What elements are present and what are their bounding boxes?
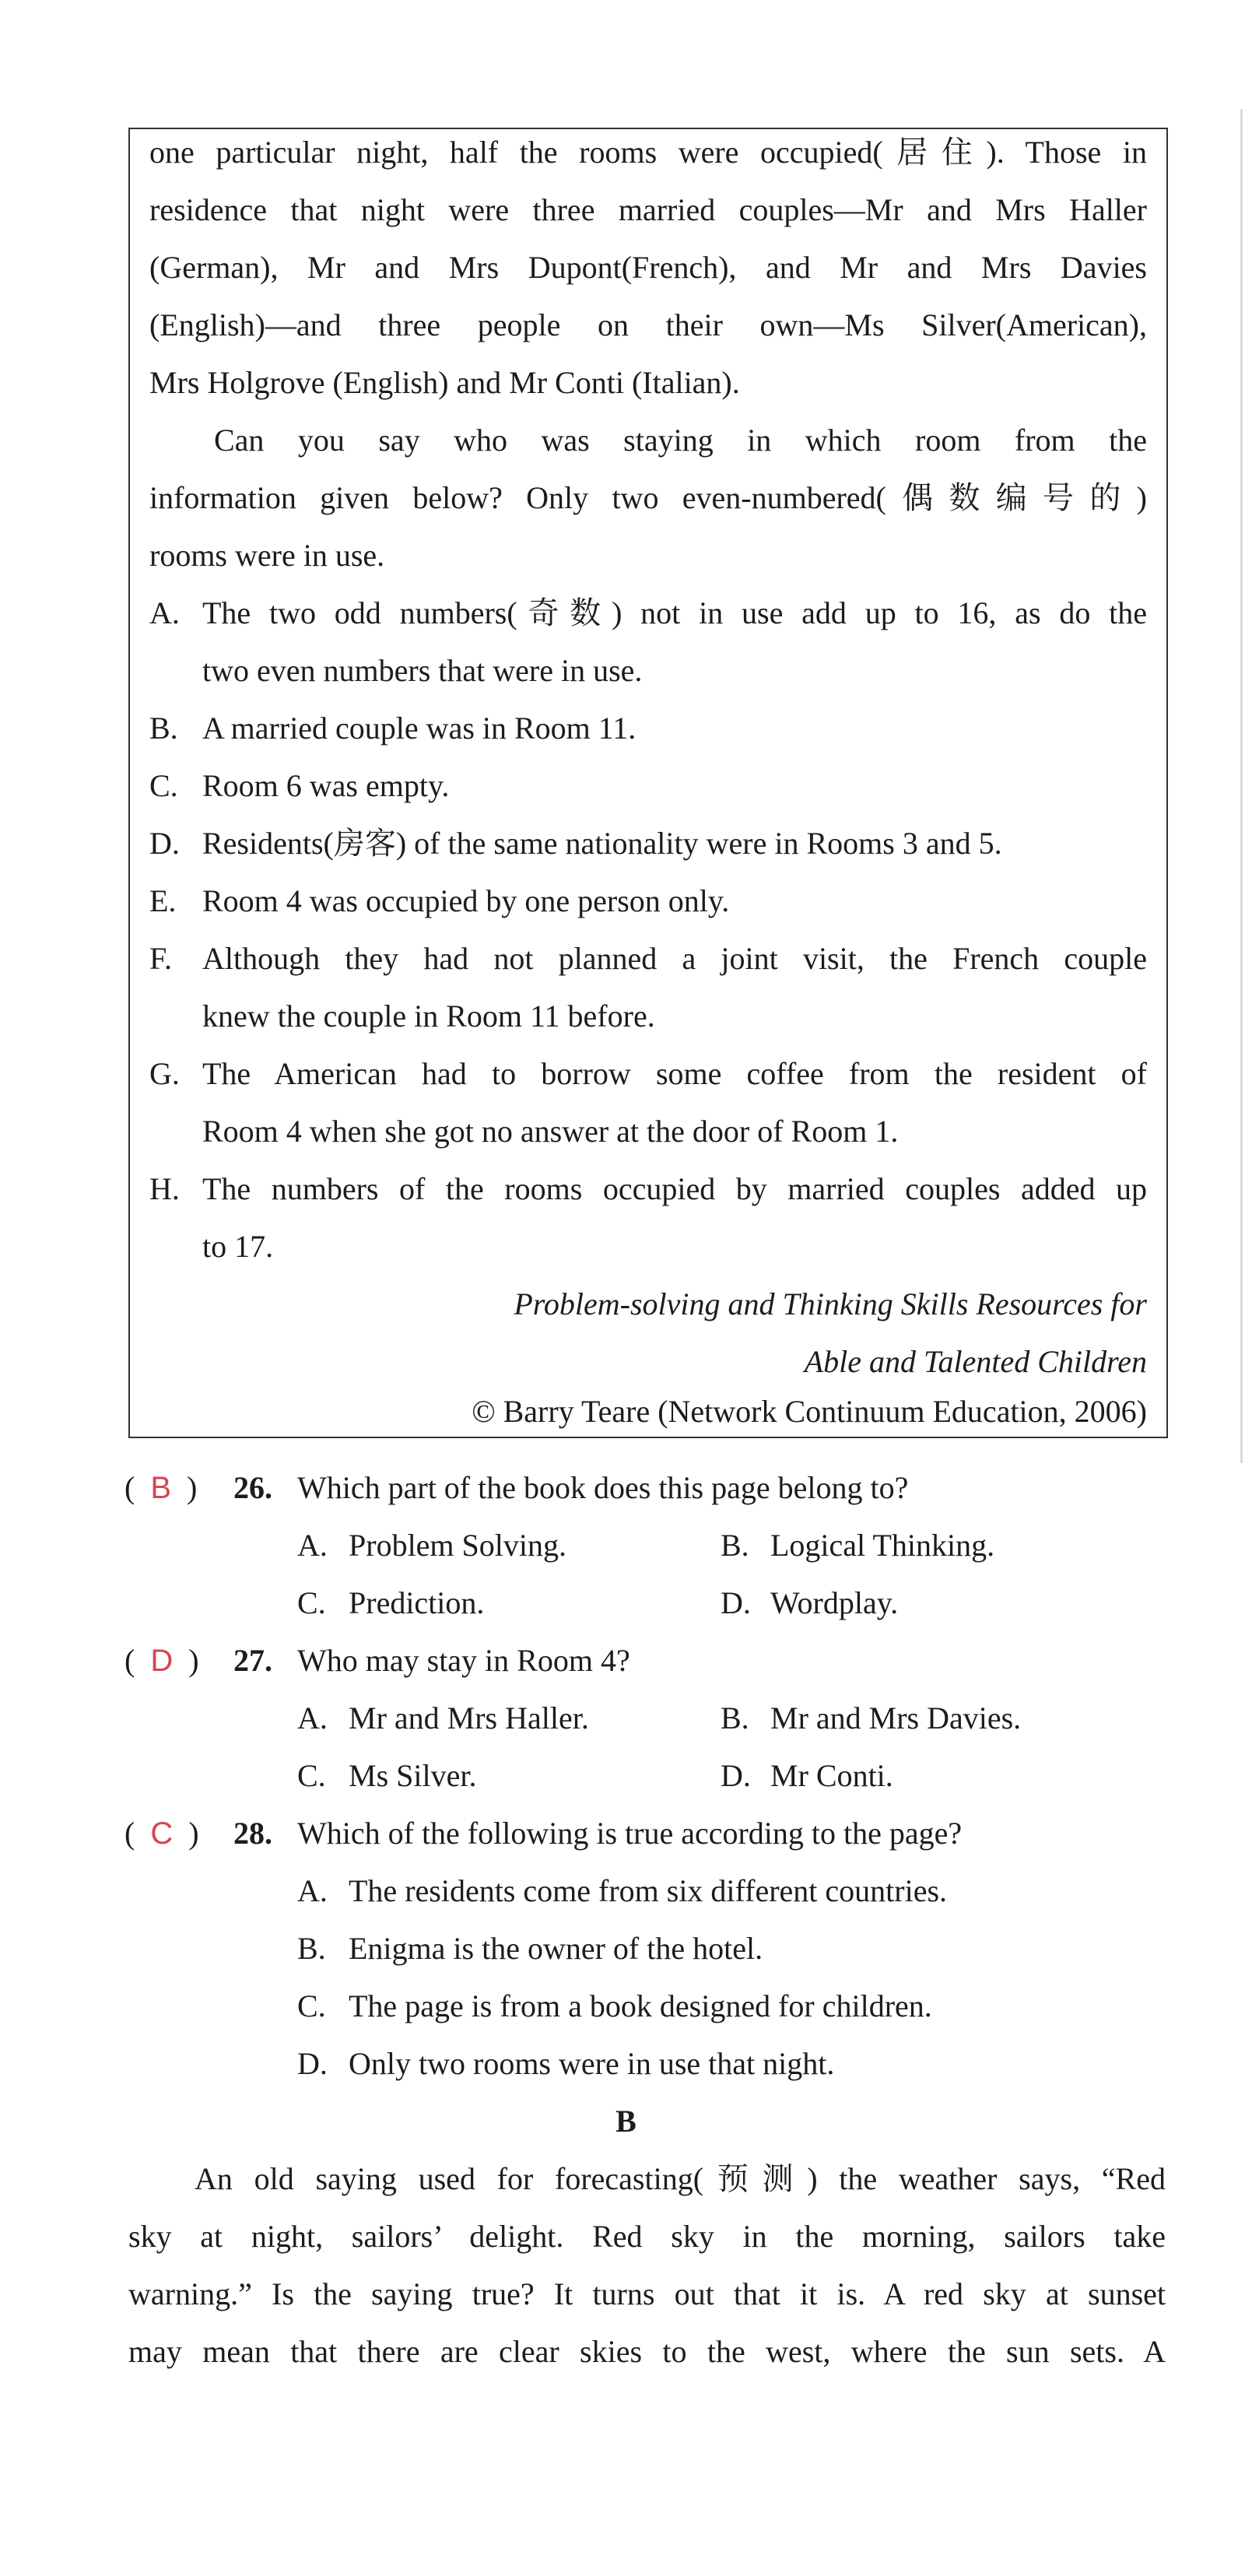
clue-text: knew the couple in Room 11 before. — [202, 998, 655, 1034]
option-text: Only two rooms were in use that night. — [349, 2046, 835, 2081]
option-label: C. — [297, 1988, 326, 2023]
option-label: B. — [721, 1700, 749, 1735]
clue-text: The numbers of the rooms occupied by married couples added up — [202, 1171, 1147, 1206]
clue-text: to 17. — [202, 1229, 274, 1264]
clue-text: The two odd numbers(奇数) not in use add up to 16, as do the — [202, 595, 1147, 630]
option-text: The page is from a book designed for children. — [349, 1988, 932, 2023]
clue-text: Although they had not planned a joint visit, the French couple — [202, 941, 1147, 976]
page-edge-line — [1240, 109, 1243, 1463]
question-number: 27. — [233, 1643, 272, 1678]
copyright-line: © Barry Teare (Network Continuum Education, 2006) — [472, 1394, 1147, 1429]
option-text: Prediction. — [349, 1585, 485, 1620]
question-number: 26. — [233, 1470, 272, 1505]
question-text: Which of the following is true according to the page? — [297, 1816, 963, 1851]
clue-label: B. — [149, 711, 178, 746]
question-text: Who may stay in Room 4? — [297, 1643, 630, 1678]
clue-text: Room 4 when she got no answer at the door of Room 1. — [202, 1114, 899, 1149]
clue-text: Room 4 was occupied by one person only. — [202, 883, 730, 918]
clue-label: E. — [149, 883, 177, 918]
answer-bracket-26: ( B ) — [124, 1470, 198, 1505]
option-text: The residents come from six different countries. — [349, 1873, 948, 1908]
clue-label: A. — [149, 595, 180, 630]
passage-line: one particular night, half the rooms were occupied(居住). Those in — [149, 135, 1147, 170]
section-b-line: warning.” Is the saying true? It turns out that it is. A red sky at sunset — [128, 2276, 1166, 2311]
answer-bracket-27: ( D ) — [124, 1643, 199, 1678]
clue-text: two even numbers that were in use. — [202, 653, 643, 688]
option-text: Enigma is the owner of the hotel. — [349, 1931, 763, 1966]
section-b-line: may mean that there are clear skies to the west, where the sun sets. A — [128, 2334, 1166, 2369]
clue-text: A married couple was in Room 11. — [202, 711, 637, 746]
clue-text: The American had to borrow some coffee from the resident of — [202, 1056, 1147, 1091]
answer-letter: D — [150, 1644, 174, 1678]
passage-line: (German), Mr and Mrs Dupont(French), and Mr and Mrs Davies — [149, 250, 1147, 285]
option-label: A. — [297, 1528, 328, 1563]
clue-text: Residents(房客) of the same nationality were in Rooms 3 and 5. — [202, 826, 1002, 861]
option-label: B. — [297, 1931, 326, 1966]
option-label: D. — [297, 2046, 328, 2081]
option-label: C. — [297, 1758, 326, 1793]
option-label: A. — [297, 1873, 328, 1908]
answer-letter: C — [150, 1816, 174, 1851]
passage-box — [128, 128, 1168, 1438]
clue-label: C. — [149, 768, 178, 803]
answer-bracket-28: ( C ) — [124, 1816, 199, 1851]
section-b-line: An old saying used for forecasting(预测) the weather says, “Red — [195, 2161, 1166, 2196]
question-number: 28. — [233, 1816, 272, 1851]
clue-label: D. — [149, 826, 180, 861]
passage-line: Can you say who was staying in which room from the — [214, 423, 1147, 458]
passage-line: Mrs Holgrove (English) and Mr Conti (Italian). — [149, 365, 740, 400]
clue-text: Room 6 was empty. — [202, 768, 450, 803]
section-heading: B — [615, 2104, 637, 2139]
option-label: D. — [721, 1585, 751, 1620]
answer-letter: B — [150, 1471, 172, 1505]
clue-label: G. — [149, 1056, 180, 1091]
clue-label: H. — [149, 1171, 180, 1206]
passage-line: (English)—and three people on their own—Ms Silver(American), — [149, 307, 1147, 342]
source-title-line2: Able and Talented Children — [804, 1344, 1147, 1379]
clue-label: F. — [149, 941, 173, 976]
option-text: Mr and Mrs Davies. — [770, 1700, 1022, 1735]
option-label: B. — [721, 1528, 749, 1563]
passage-line: information given below? Only two even-numbered(偶数编号的) — [149, 480, 1147, 515]
option-label: A. — [297, 1700, 328, 1735]
option-text: Ms Silver. — [349, 1758, 477, 1793]
option-text: Mr and Mrs Haller. — [349, 1700, 589, 1735]
option-text: Logical Thinking. — [770, 1528, 995, 1563]
option-text: Wordplay. — [770, 1585, 899, 1620]
question-text: Which part of the book does this page belong to? — [297, 1470, 909, 1505]
option-label: C. — [297, 1585, 326, 1620]
passage-line: residence that night were three married couples—Mr and Mrs Haller — [149, 192, 1147, 227]
passage-line: rooms were in use. — [149, 538, 385, 573]
option-text: Problem Solving. — [349, 1528, 567, 1563]
option-label: D. — [721, 1758, 751, 1793]
section-b-line: sky at night, sailors’ delight. Red sky in the morning, sailors take — [128, 2219, 1166, 2254]
source-title-line1: Problem-solving and Thinking Skills Resources for — [514, 1286, 1147, 1321]
option-text: Mr Conti. — [770, 1758, 893, 1793]
